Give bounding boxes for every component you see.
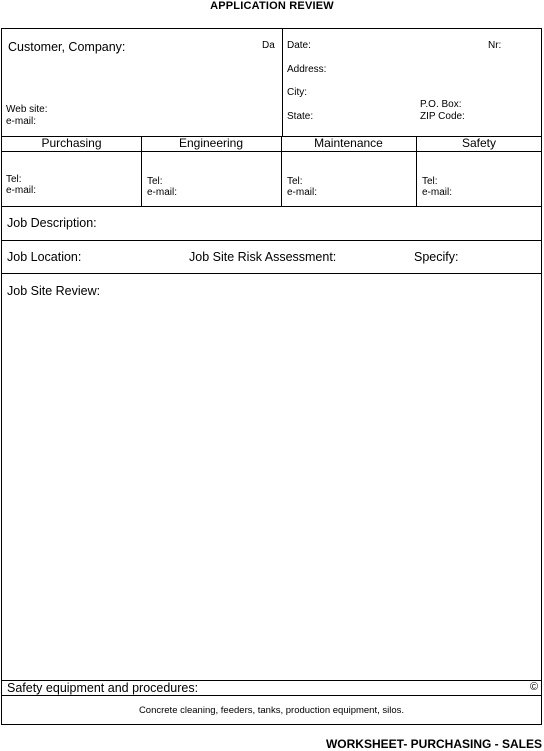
applications-note: Concrete cleaning, feeders, tanks, production equipment, silos. [138, 705, 405, 716]
specify-field[interactable]: Specify: [414, 250, 459, 264]
maintenance-email-field[interactable]: e-mail: [287, 187, 318, 198]
dept-header-safety: Safety [461, 136, 497, 150]
safety-tel-field[interactable]: Tel: [422, 176, 438, 187]
job-site-review-field[interactable]: Job Site Review: [7, 284, 101, 298]
purchasing-email-field[interactable]: e-mail: [6, 185, 37, 196]
divider [2, 273, 541, 274]
maintenance-tel-field[interactable]: Tel: [287, 176, 303, 187]
engineering-email-field[interactable]: e-mail: [147, 187, 178, 198]
customer-company-field[interactable]: Customer, Company: [8, 40, 126, 54]
safety-email-field[interactable]: e-mail: [422, 187, 453, 198]
city-field[interactable]: City: [287, 87, 307, 98]
nr-field[interactable]: Nr: [488, 40, 502, 51]
job-location-field[interactable]: Job Location: [7, 250, 82, 264]
divider [2, 206, 541, 207]
engineering-tel-field[interactable]: Tel: [147, 176, 163, 187]
website-field[interactable]: Web site: [6, 104, 48, 115]
customer-email-field[interactable]: e-mail: [6, 116, 37, 127]
dept-header-engineering: Engineering [178, 136, 244, 150]
page-title: APPLICATION REVIEW [210, 0, 334, 12]
purchasing-tel-field[interactable]: Tel: [6, 174, 22, 185]
job-description-field[interactable]: Job Description: [7, 216, 97, 230]
footer-title: WORKSHEET- PURCHASING - SALES [325, 737, 542, 751]
address-field[interactable]: Address: [287, 64, 327, 75]
divider [2, 695, 541, 696]
da-label: Da [262, 40, 275, 51]
pobox-field[interactable]: P.O. Box: [420, 99, 462, 110]
divider [2, 240, 541, 241]
divider-customer-details [282, 29, 283, 136]
safety-equipment-field[interactable]: Safety equipment and procedures: [7, 681, 199, 695]
dept-header-purchasing: Purchasing [41, 136, 102, 150]
application-form [1, 28, 542, 725]
divider [2, 151, 541, 152]
state-field[interactable]: State: [287, 111, 314, 122]
copyright-icon: © [530, 681, 539, 693]
zip-field[interactable]: ZIP Code: [420, 111, 465, 122]
risk-assessment-field[interactable]: Job Site Risk Assessment: [189, 250, 337, 264]
dept-header-maintenance: Maintenance [314, 136, 383, 150]
date-field[interactable]: Date: [287, 40, 311, 51]
